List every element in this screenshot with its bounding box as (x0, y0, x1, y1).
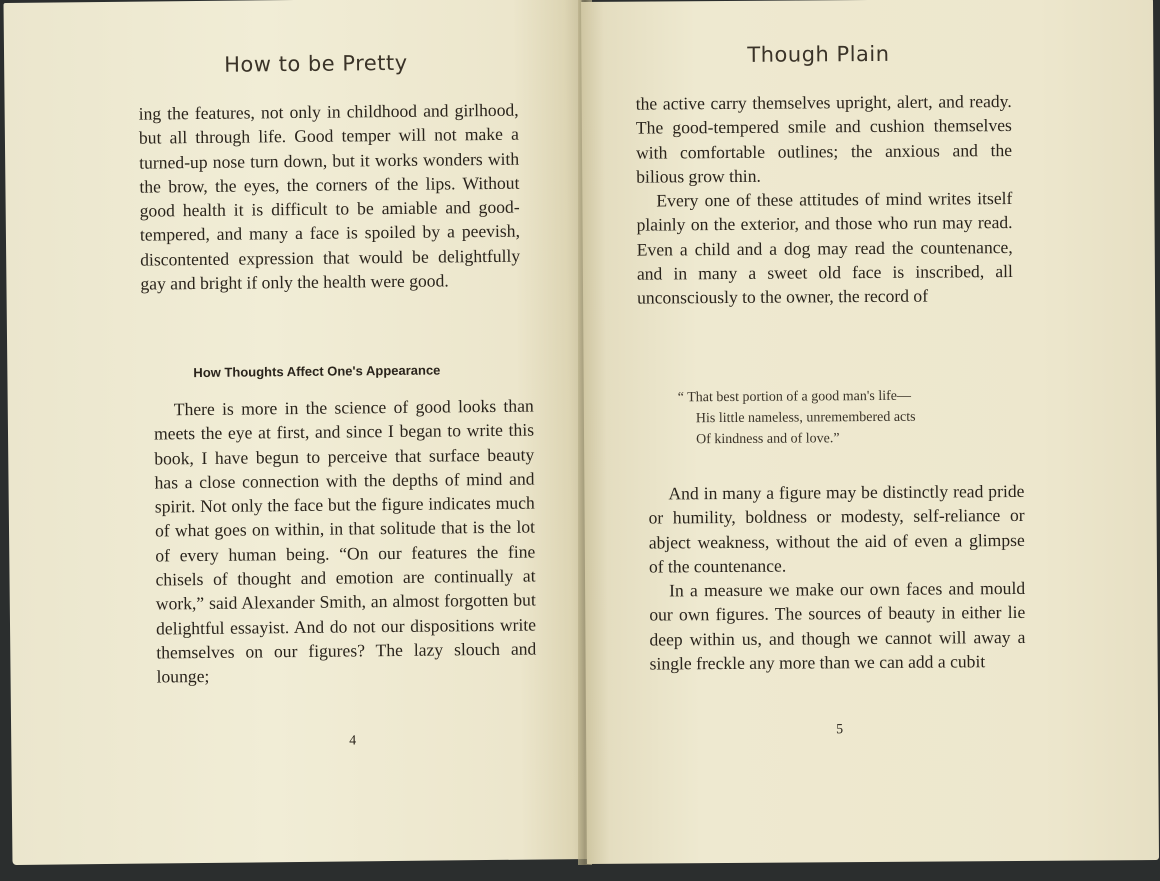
right-paragraph-2: Every one of these attitudes of mind writes itself plainly on the exterior, and those who run may read. Even a child and a dog may read the countenance, and in many a sweet old face is inscribed, all unconsciously to the owner, the record of (636, 188, 1013, 308)
left-text-top (139, 98, 521, 296)
quote-line-1: “ That best portion of a good man's life— (677, 388, 912, 406)
left-paragraph-2: There is more in the science of good looks than meets the eye at first, and since I began to write this book, I have begun to perceive that surface beauty has a close connection with the depths of mind and spirit. Not only the face but the figure indicates much of what goes on within, in that solitude that is the lot of every human being. “On our features the fine chisels of thought and emotion are continually at work,” said Alexander Smith, an almost forgotten but delightful essayist. And do not our dispositions write themselves on our figures? The lazy slouch and lounge; (153, 395, 537, 687)
right-text-bottom (648, 479, 1025, 676)
left-running-head: How to be Pretty (224, 50, 408, 77)
left-page (4, 0, 591, 865)
right-page (581, 0, 1159, 864)
right-paragraph-1: the active carry themselves upright, alert, and ready. The good-tempered smile and cushion themselves with comfortable outlines; the anxious and the bilious grow thin. (635, 91, 1013, 187)
left-paragraph-1: ing the features, not only in childhood and girlhood, but all through life. Good temper will not make a turned-up nose turn down, but it works wonders with the brow, the eyes, the corners of the lips. Without good health it is difficult to be amiable and good-tempered, and many a face is spoiled by a peevish, discontented expression that would be delightfully gay and bright if only the health were good. (138, 99, 521, 294)
right-page-number: 5 (836, 722, 844, 738)
quote-line-2: His little nameless, unremembered acts (695, 409, 916, 427)
quote-line-3: Of kindness and of love.” (696, 431, 840, 448)
right-paragraph-3: And in many a figure may be distinctly read pride or humility, boldness or modesty, self-reliance or abject weakness, without the aid of even a glimpse of the countenance. (648, 480, 1025, 577)
right-text-top (636, 89, 1014, 310)
poem-quote (678, 386, 916, 451)
left-page-number: 4 (349, 733, 357, 749)
right-paragraph-4: In a measure we make our own faces and mould our own figures. The sources of beauty in either lie deep within us, and though we cannot will away a single freckle any more than we can add a cubit (649, 578, 1026, 674)
section-heading: How Thoughts Affect One's Appearance (193, 362, 441, 381)
right-running-head: Though Plain (747, 41, 890, 67)
left-text-bottom (154, 394, 537, 690)
